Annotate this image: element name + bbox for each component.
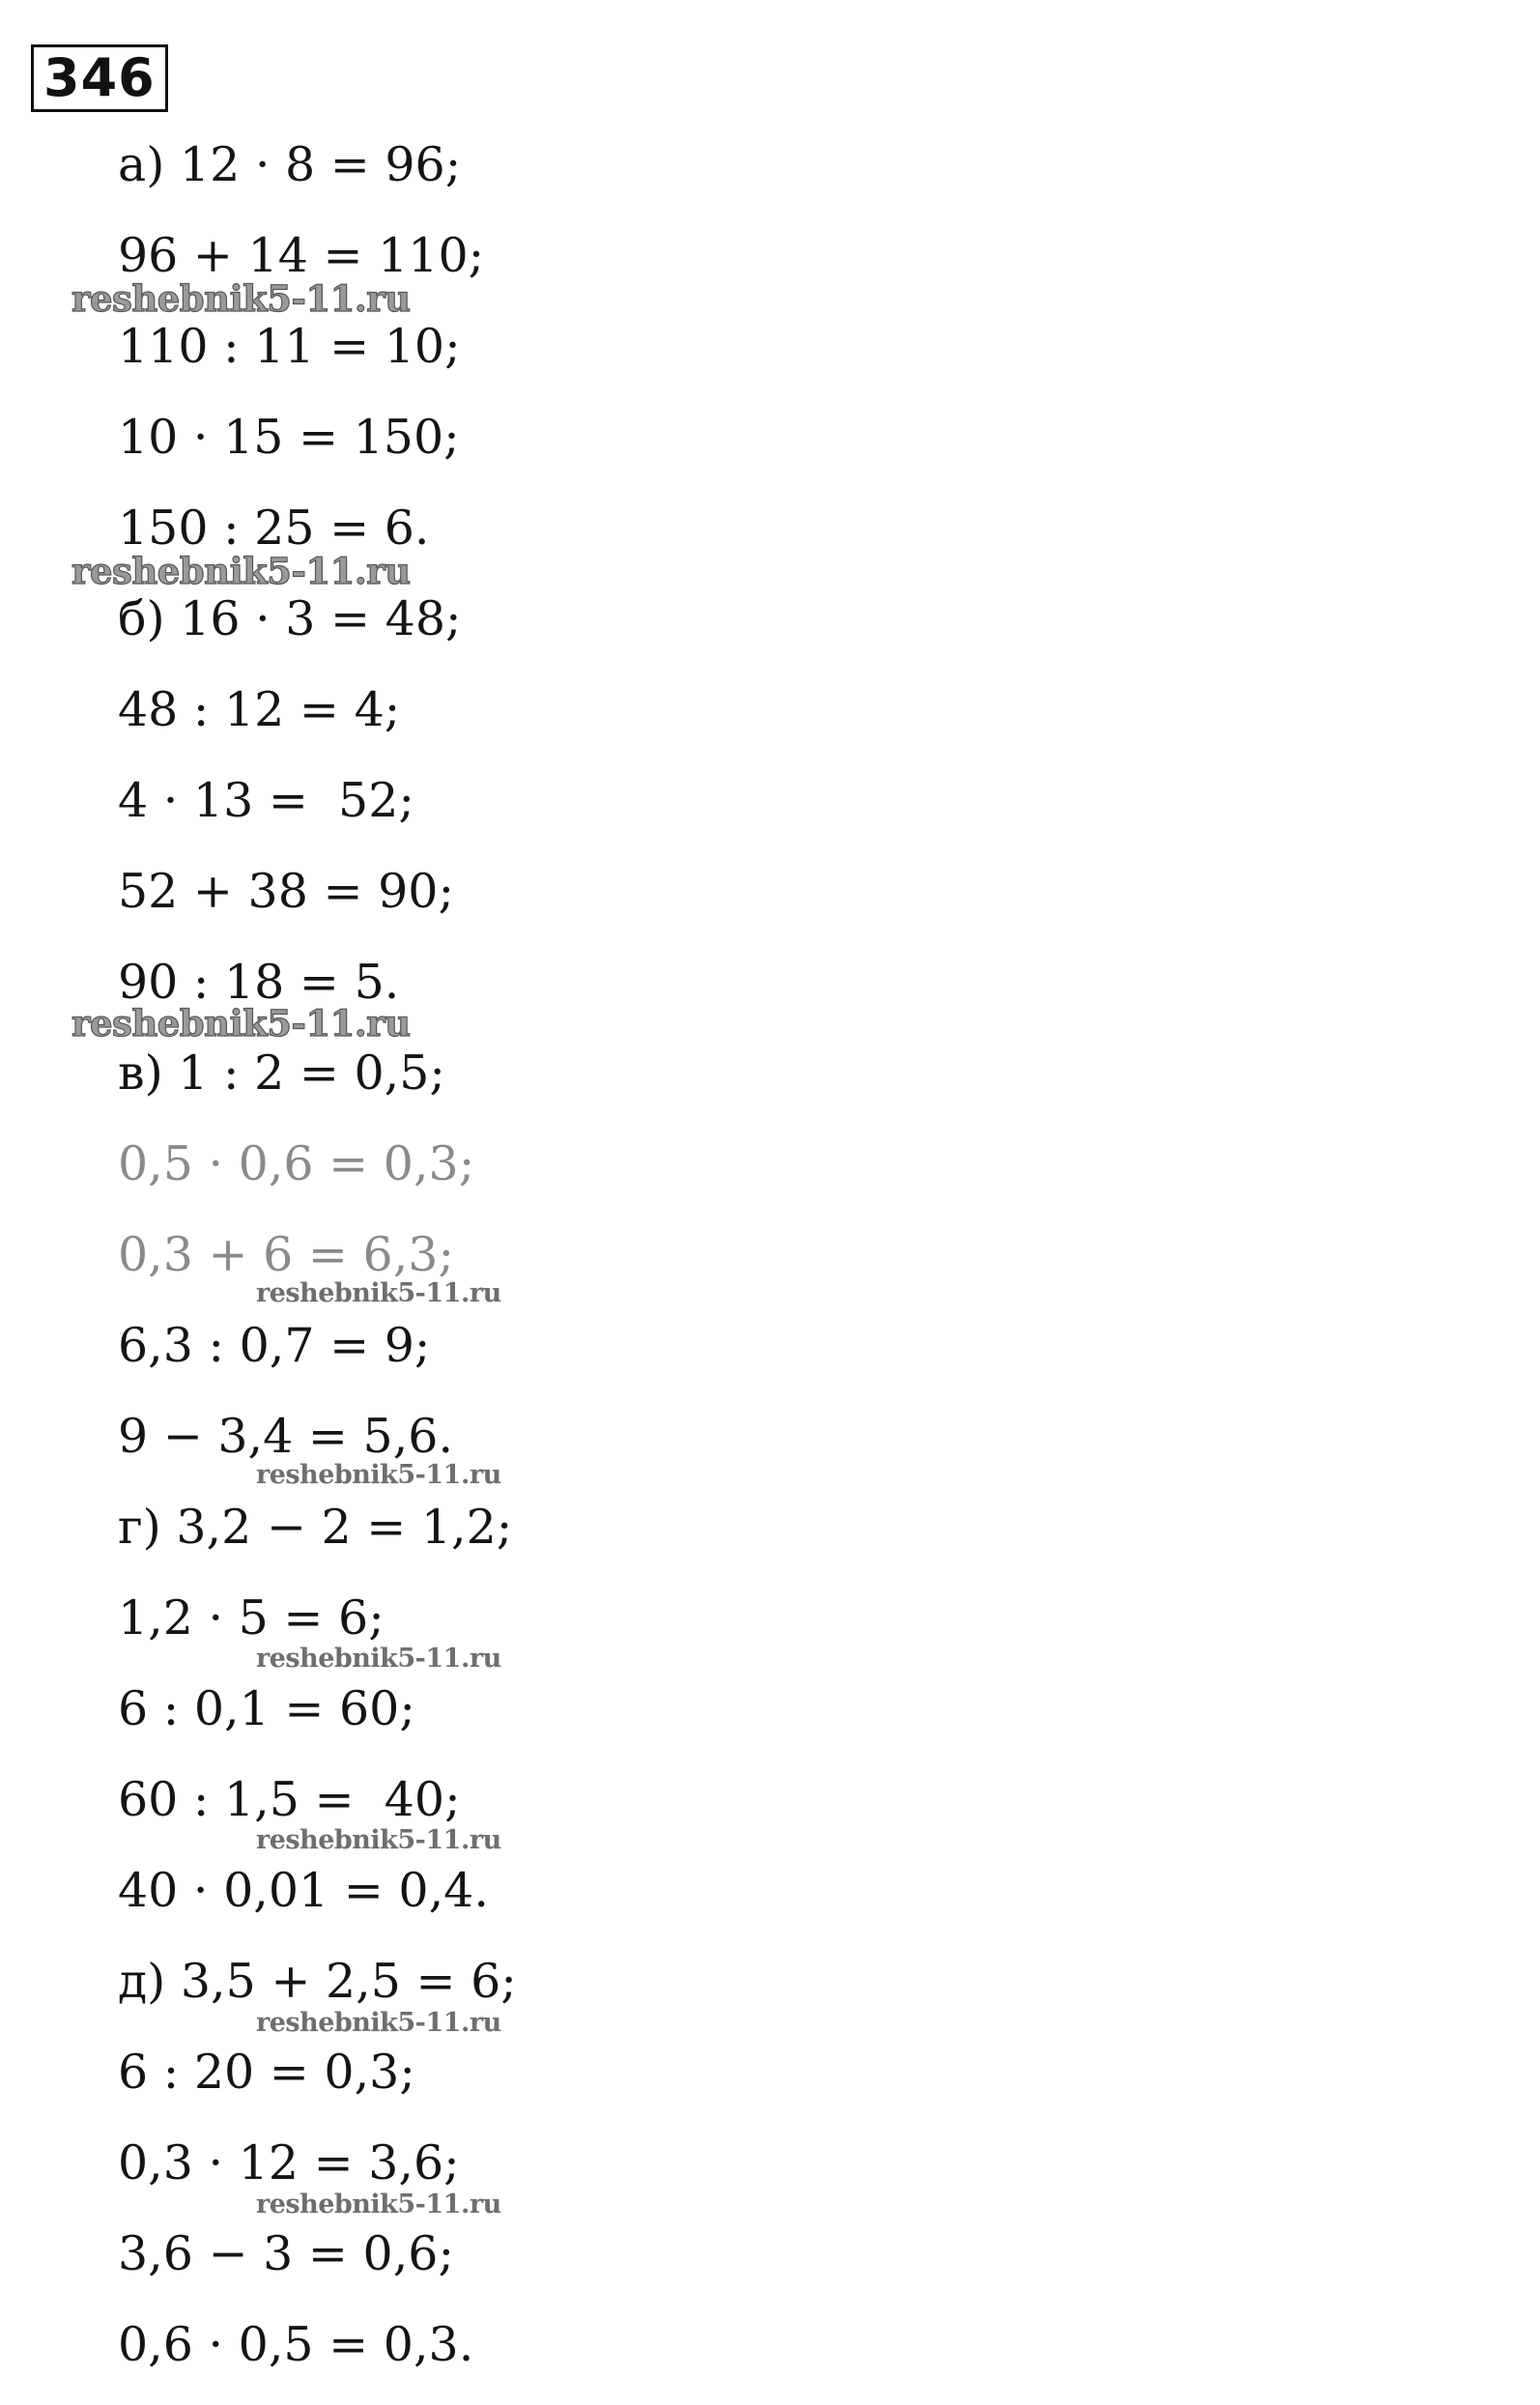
solution-line: 110 : 11 = 10; (118, 319, 461, 374)
watermark: reshebnik5-11.ru (256, 1460, 501, 1490)
solution-line: 3,6 − 3 = 0,6; (118, 2226, 454, 2281)
watermark: reshebnik5-11.ru (71, 277, 411, 320)
solution-line: 52 + 38 = 90; (118, 864, 454, 919)
solution-line: 40 · 0,01 = 0,4. (118, 1863, 489, 1918)
solution-line: д) 3,5 + 2,5 = 6; (118, 1954, 517, 2009)
solution-line: 0,3 · 12 = 3,6; (118, 2135, 460, 2190)
solution-line: 0,3 + 6 = 6,3; (118, 1227, 454, 1282)
watermark: reshebnik5-11.ru (256, 2008, 501, 2038)
solution-line: 150 : 25 = 6. (118, 501, 430, 556)
solution-line: 6,3 : 0,7 = 9; (118, 1318, 431, 1373)
solution-line: 0,5 · 0,6 = 0,3; (118, 1136, 475, 1191)
watermark: reshebnik5-11.ru (256, 1644, 501, 1674)
solution-line: 9 − 3,4 = 5,6. (118, 1409, 454, 1464)
solution-line: 48 : 12 = 4; (118, 682, 401, 737)
solution-line: 96 + 14 = 110; (118, 228, 485, 283)
watermark: reshebnik5-11.ru (71, 550, 411, 592)
watermark: reshebnik5-11.ru (256, 2190, 501, 2219)
watermark: reshebnik5-11.ru (256, 1825, 501, 1855)
watermark: reshebnik5-11.ru (71, 1002, 411, 1045)
solution-line: в) 1 : 2 = 0,5; (118, 1045, 445, 1101)
problem-number: 346 (31, 44, 168, 112)
solution-line: 10 · 15 = 150; (118, 410, 460, 465)
solution-line: 90 : 18 = 5. (118, 955, 400, 1010)
watermark: reshebnik5-11.ru (256, 1278, 501, 1308)
solution-line: 60 : 1,5 = 40; (118, 1772, 461, 1827)
solution-line: 4 · 13 = 52; (118, 773, 414, 828)
solution-line: 6 : 20 = 0,3; (118, 2045, 415, 2100)
solution-line: 0,6 · 0,5 = 0,3. (118, 2317, 474, 2372)
solution-line: 6 : 0,1 = 60; (118, 1681, 415, 1736)
solution-line: а) 12 · 8 = 96; (118, 137, 462, 192)
solution-line: б) 16 · 3 = 48; (118, 591, 462, 646)
solution-line: 1,2 · 5 = 6; (118, 1590, 385, 1646)
solution-line: г) 3,2 − 2 = 1,2; (118, 1500, 513, 1555)
